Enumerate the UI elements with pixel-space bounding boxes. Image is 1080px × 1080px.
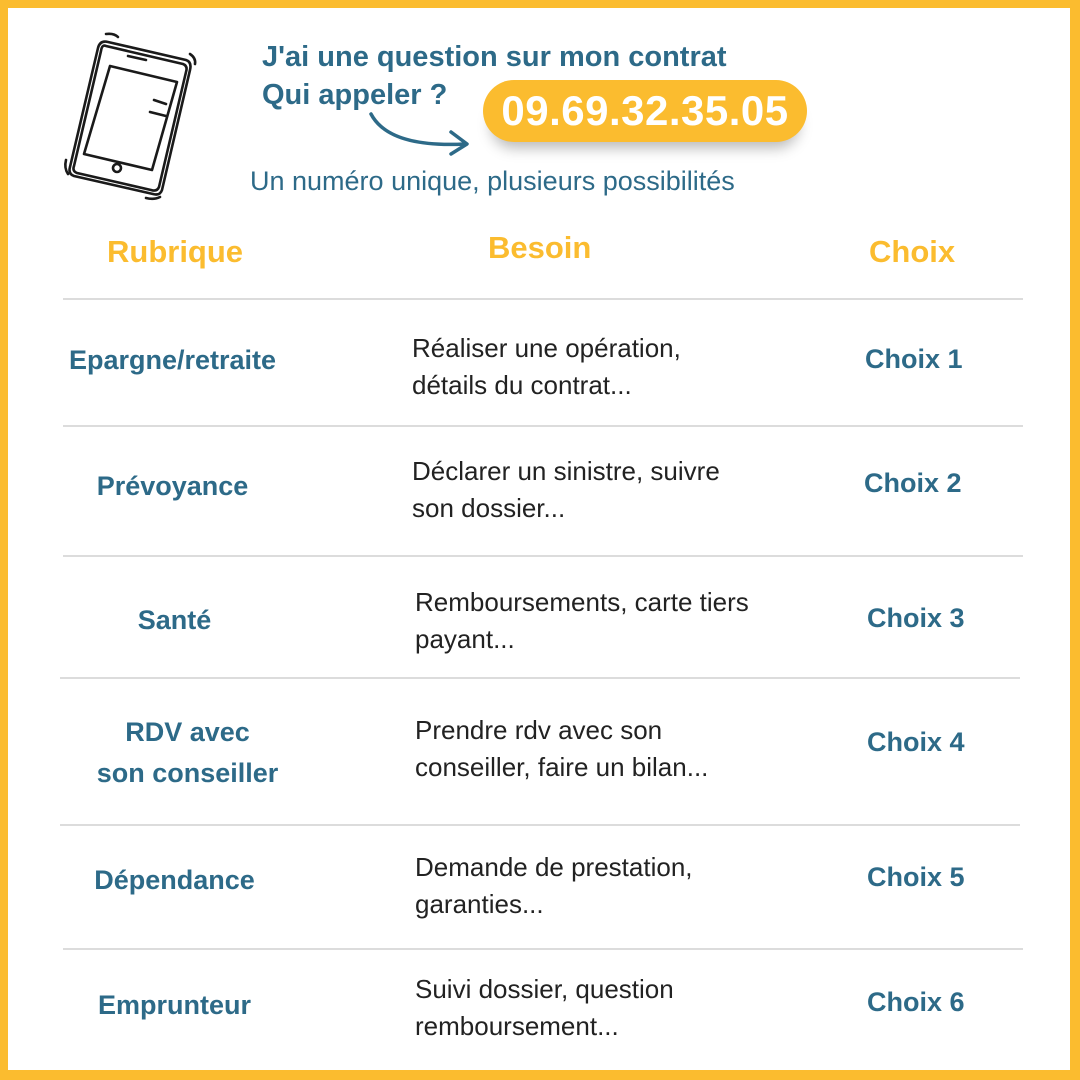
besoin-line: conseiller, faire un bilan... xyxy=(415,752,709,782)
smartphone-icon xyxy=(62,30,202,202)
rubrique-cell: Santé xyxy=(137,605,212,635)
besoin-cell xyxy=(412,330,681,404)
column-header-choix: Choix xyxy=(869,234,956,269)
besoin-line: garanties... xyxy=(415,889,544,919)
besoin-line: Prendre rdv avec son xyxy=(415,715,663,745)
besoin-line: Suivi dossier, question xyxy=(415,974,674,1004)
choix-cell: Choix 3 xyxy=(867,603,965,633)
besoin-line: Déclarer un sinistre, suivre xyxy=(412,456,720,486)
besoin-line: remboursement... xyxy=(415,1011,619,1041)
rubrique-cell: Epargne/retraite xyxy=(68,345,277,375)
rubrique-cell xyxy=(65,712,310,794)
column-header-rubrique: Rubrique xyxy=(107,234,244,269)
choix-cell: Choix 1 xyxy=(865,344,963,374)
table-divider xyxy=(60,677,1020,679)
besoin-line: payant... xyxy=(415,624,515,654)
besoin-cell xyxy=(415,849,693,923)
table-divider xyxy=(63,425,1023,427)
besoin-line: son dossier... xyxy=(412,493,566,523)
rubrique-cell: Dépendance xyxy=(94,865,255,895)
tagline: Un numéro unique, plusieurs possibilités xyxy=(250,166,735,196)
choix-cell: Choix 5 xyxy=(867,862,965,892)
besoin-line: détails du contrat... xyxy=(412,370,632,400)
choix-cell: Choix 6 xyxy=(867,987,965,1017)
question-line: J'ai une question sur mon contrat xyxy=(262,41,727,73)
choix-cell: Choix 2 xyxy=(864,468,962,498)
besoin-line: Remboursements, carte tiers xyxy=(415,587,749,617)
table-divider xyxy=(63,948,1023,950)
curved-arrow-icon xyxy=(365,110,480,160)
choix-cell: Choix 4 xyxy=(867,727,965,757)
phone-number-badge[interactable] xyxy=(483,80,807,142)
besoin-line: Demande de prestation, xyxy=(415,852,693,882)
besoin-cell xyxy=(415,584,749,658)
besoin-cell xyxy=(412,453,720,527)
table-divider xyxy=(63,298,1023,300)
table-divider xyxy=(63,555,1023,557)
phone-number[interactable]: 09.69.32.35.05 xyxy=(501,87,789,134)
besoin-cell xyxy=(415,971,674,1045)
rubrique-line: RDV avec xyxy=(125,717,250,747)
besoin-cell xyxy=(415,712,708,786)
column-header-besoin: Besoin xyxy=(488,230,592,265)
rubrique-cell: Emprunteur xyxy=(97,990,251,1020)
who-to-call-line: Qui appeler ? xyxy=(262,79,448,111)
rubrique-cell: Prévoyance xyxy=(96,471,249,501)
besoin-line: Réaliser une opération, xyxy=(412,333,681,363)
table-divider xyxy=(60,824,1020,826)
rubrique-line: son conseiller xyxy=(96,758,279,788)
